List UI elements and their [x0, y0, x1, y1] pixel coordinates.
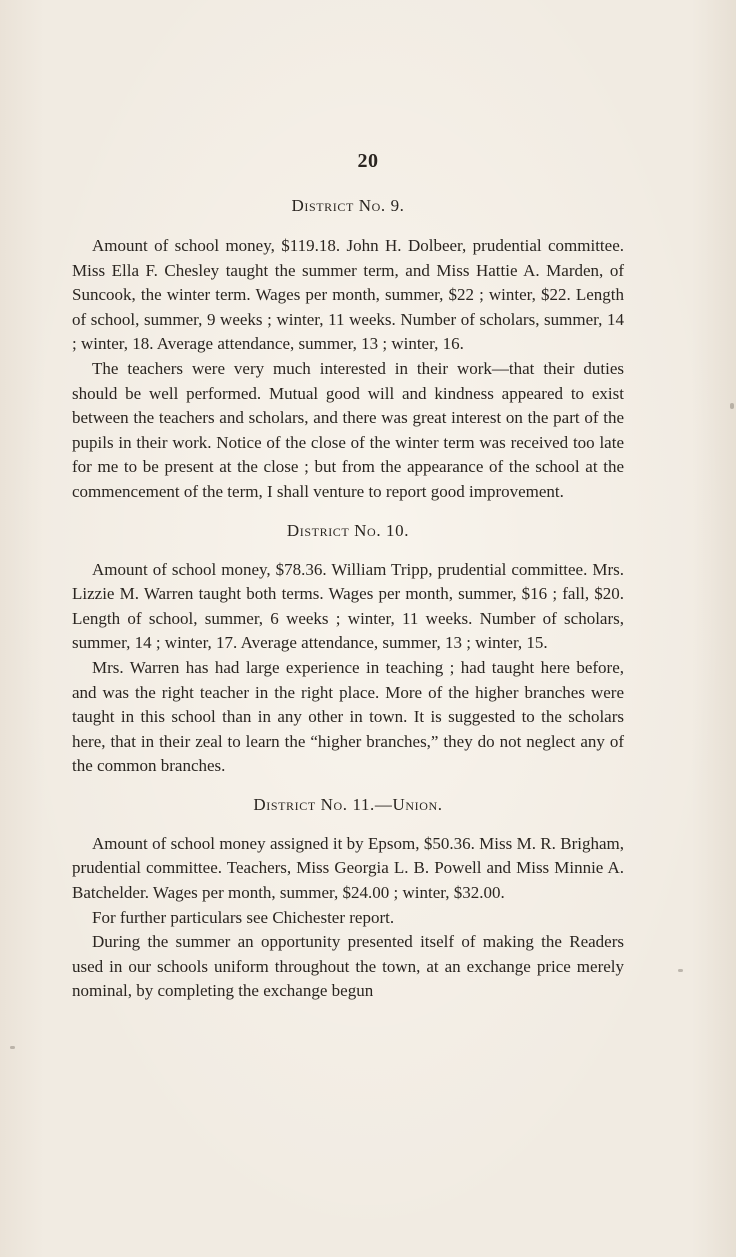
- district-9-heading: District No. 9.: [291, 196, 405, 215]
- district-11-paragraph-3: During the summer an opportunity presented itself of making the Readers used in our schools uniform throughout the town, at an exchange price merely nominal, by completing the exchange begun: [72, 932, 624, 1001]
- district-11-heading: District No. 11.—Union.: [253, 794, 443, 814]
- district-9-paragraph-2: The teachers were very much interested in their work—that their duties should be well performed. Mutual good will and kindness appeared to exist between the teachers and scholars, and there was great interest on the part of the pupils in their work. Notice of the close of the winter term was received too late for me to be present at the close ; but from the appearance of the school at the commencement of the term, I shall venture to report good improvement.: [72, 358, 624, 501]
- district-10-paragraph-1: Amount of school money, $78.36. William Tripp, prudential committee. Mrs. Lizzie M. Warren taught both terms. Wages per month, summer, $16 ; fall, $20. Length of school, summer, 6 weeks ; winter, 11 weeks. Number of scholars, summer, 14 ; winter, 17. Average attendance, summer, 13 ; winter, 15.: [72, 559, 624, 653]
- paper-speck: [730, 403, 734, 409]
- paper-speck: [678, 969, 683, 972]
- page-body: [72, 196, 624, 1004]
- district-10-paragraph-2: Mrs. Warren has had large experience in teaching ; had taught here before, and was the right teacher in the right place. More of the higher branches were taught in this school than in any other in town. It is suggested to the scholars here, that in their zeal to learn the “higher branches,” they do not neglect any of the common branches.: [72, 657, 624, 776]
- district-10-section: [72, 521, 624, 779]
- district-9-section: [72, 196, 624, 505]
- district-9-paragraph-1: Amount of school money, $119.18. John H. Dolbeer, prudential committee. Miss Ella F. Chesley taught the summer term, and Miss Hattie A. Marden, of Suncook, the winter term. Wages per month, summer, $22 ; winter, $22. Length of school, summer, 9 weeks ; winter, 11 weeks. Number of scholars, summer, 14 ; winter, 18. Average attendance, summer, 13 ; winter, 16.: [72, 236, 624, 354]
- district-11-section: [72, 795, 624, 1004]
- district-11-paragraph-2: For further particulars see Chichester report.: [92, 907, 395, 927]
- paper-speck: [10, 1046, 15, 1049]
- district-10-heading: District No. 10.: [286, 520, 410, 540]
- page-number: 20: [357, 150, 379, 172]
- district-11-paragraph-1: Amount of school money assigned it by Epsom, $50.36. Miss M. R. Brigham, prudential committee. Teachers, Miss Georgia L. B. Powell and Miss Minnie A. Batchelder. Wages per month, summer, $24.00 ; winter, $32.00.: [72, 833, 624, 903]
